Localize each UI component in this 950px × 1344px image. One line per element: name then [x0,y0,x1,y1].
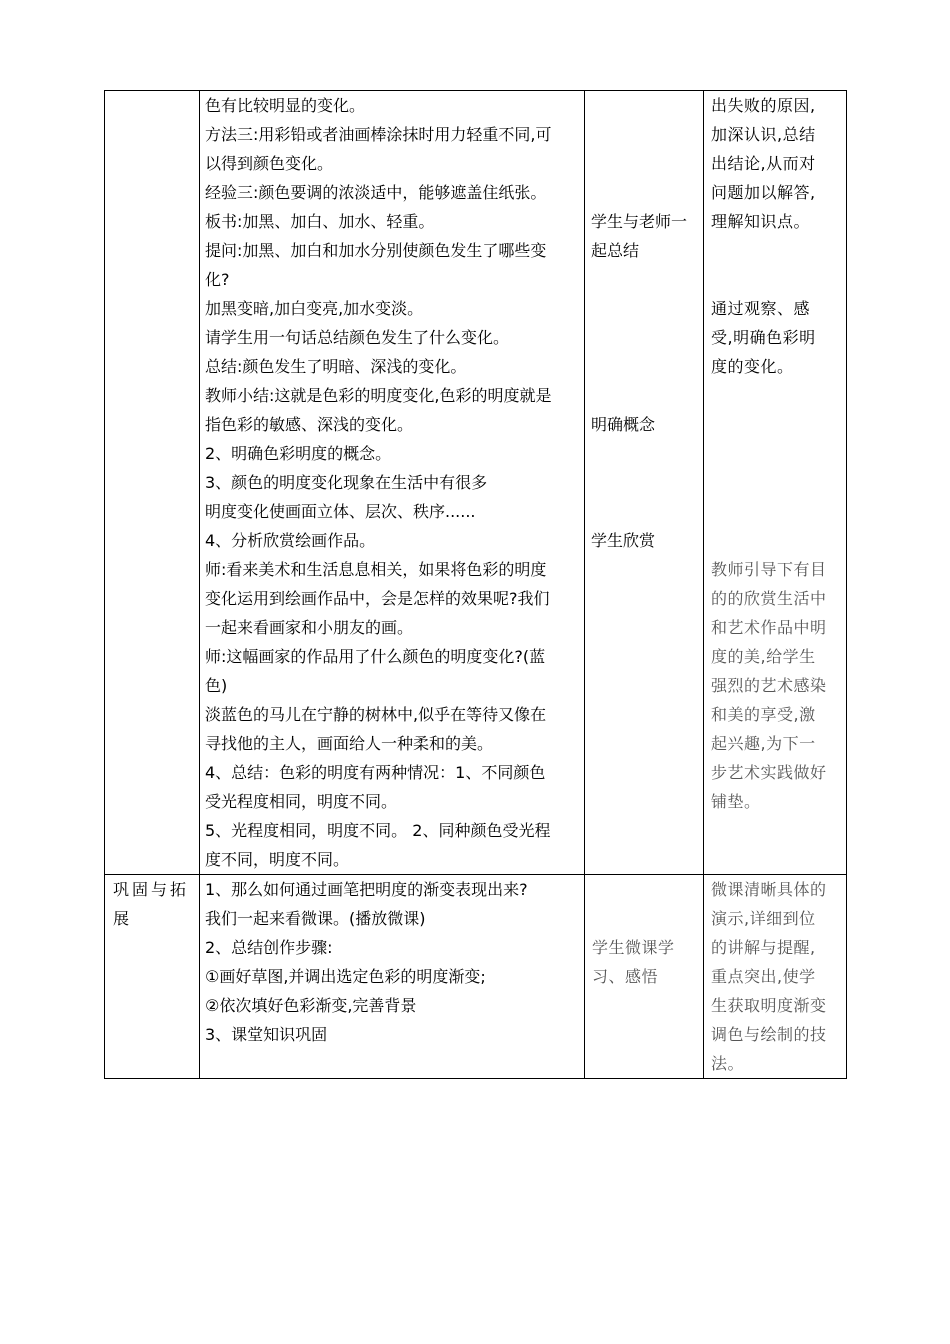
text-line: ②依次填好色彩渐变,完善背景 [205,996,417,1015]
text-line: 生获取明度渐变 [711,996,827,1015]
activity-text [585,933,703,991]
text-line: 指色彩的敏感、深浅的变化。 [205,415,414,434]
text-line: 出失败的原因, [711,96,816,115]
text-line: 重点突出,使学 [711,967,816,986]
text-line: 变化运用到绘画作品中，会是怎样的效果呢?我们 [205,589,550,608]
text-line: 2、总结创作步骤: [205,938,333,957]
text-line: 度的变化。 [711,357,794,376]
text-line: 教师引导下有目 [711,560,827,579]
text-line: 理解知识点。 [711,212,811,231]
teaching-process-cell [200,91,585,875]
student-activity-cell [585,91,704,875]
student-activity-cell [585,875,704,1079]
text-line: 经验三:颜色要调的浓淡适中，能够遮盖住纸张。 [205,183,547,202]
text-line: 色) [205,676,228,695]
text-line: 以得到颜色变化。 [205,154,334,173]
text-line: 教师小结:这就是色彩的明度变化,色彩的明度就是 [205,386,552,405]
text-line: 的的欣赏生活中 [711,589,827,608]
text-line: 展 [113,909,133,928]
text-line: 强烈的艺术感染 [711,676,827,695]
text-line: 一起来看画家和小朋友的画。 [205,618,414,637]
stage-cell [105,91,200,875]
lesson-plan-table [104,90,847,1079]
stage-text [105,875,199,933]
text-line: 度的美,给学生 [711,647,816,666]
text-line: 通过观察、感 [711,299,811,318]
intent-text [704,294,846,381]
text-line: 明确概念 [591,415,656,434]
activity-text [585,207,703,265]
table-row [105,875,847,1079]
text-line: 加深认识,总结 [711,125,816,144]
text-line: 提问:加黑、加白和加水分别使颜色发生了哪些变 [205,241,547,260]
text-line: 铺垫。 [711,792,761,811]
text-line: 巩固与拓 [113,880,190,899]
stage-cell [105,875,200,1079]
text-line: 起兴趣,为下一 [711,734,816,753]
text-line: 总结:颜色发生了明暗、深浅的变化。 [205,357,467,376]
activity-text [585,410,703,439]
process-text [200,91,584,874]
text-line: 加黑变暗,加白变亮,加水变淡。 [205,299,424,318]
activity-text [585,526,703,555]
text-line: 受,明确色彩明 [711,328,816,347]
text-line: 调色与绘制的技 [711,1025,827,1044]
intent-text [704,555,846,816]
text-line: 度不同，明度不同。 [205,850,350,869]
text-line: 学生欣赏 [591,531,656,550]
teaching-process-cell [200,875,585,1079]
text-line: 学生与老师一 [591,212,688,231]
text-line: 5、光程度相同，明度不同。 2、同种颜色受光程 [205,821,551,840]
text-line: 寻找他的主人，画面给人一种柔和的美。 [205,734,494,753]
text-line: 淡蓝色的马儿在宁静的树林中,似乎在等待又像在 [205,705,547,724]
table-row [105,91,847,875]
text-line: 的讲解与提醒, [711,938,816,957]
text-line: 2、明确色彩明度的概念。 [205,444,392,463]
text-line: 起总结 [591,241,640,260]
text-line: 4、分析欣赏绘画作品。 [205,531,376,550]
intent-text [704,91,846,236]
text-line: 请学生用一句话总结颜色发生了什么变化。 [205,328,510,347]
text-line: 师:这幅画家的作品用了什么颜色的明度变化?(蓝 [205,647,546,666]
text-line: ①画好草图,并调出选定色彩的明度渐变; [205,967,486,986]
text-line: 明度变化使画面立体、层次、秩序...... [205,502,476,521]
text-line: 问题加以解答, [711,183,816,202]
text-line: 化? [205,270,230,289]
text-line: 习、感悟 [592,967,659,986]
text-line: 3、颜色的明度变化现象在生活中有很多 [205,473,488,492]
text-line: 微课清晰具体的 [711,880,827,899]
text-line: 受光程度相同，明度不同。 [205,792,398,811]
text-line: 师:看来美术和生活息息相关，如果将色彩的明度 [205,560,547,579]
text-line: 3、课堂知识巩固 [205,1025,328,1044]
text-line: 1、那么如何通过画笔把明度的渐变表现出来? [205,880,528,899]
text-line: 方法三:用彩铅或者油画棒涂抹时用力轻重不同,可 [205,125,552,144]
text-line: 和美的享受,激 [711,705,816,724]
design-intent-cell [704,91,847,875]
text-line: 色有比较明显的变化。 [205,96,366,115]
text-line: 和艺术作品中明 [711,618,827,637]
design-intent-cell [704,875,847,1079]
process-text [200,875,584,1049]
text-line: 法。 [711,1054,745,1073]
text-line: 板书:加黑、加白、加水、轻重。 [205,212,435,231]
text-line: 学生微课学 [592,938,675,957]
text-line: 4、总结：色彩的明度有两种情况：1、不同颜色 [205,763,546,782]
text-line: 我们一起来看微课。(播放微课) [205,909,426,928]
text-line: 步艺术实践做好 [711,763,827,782]
text-line: 出结论,从而对 [711,154,816,173]
intent-text [704,875,846,1078]
text-line: 演示,详细到位 [711,909,816,928]
